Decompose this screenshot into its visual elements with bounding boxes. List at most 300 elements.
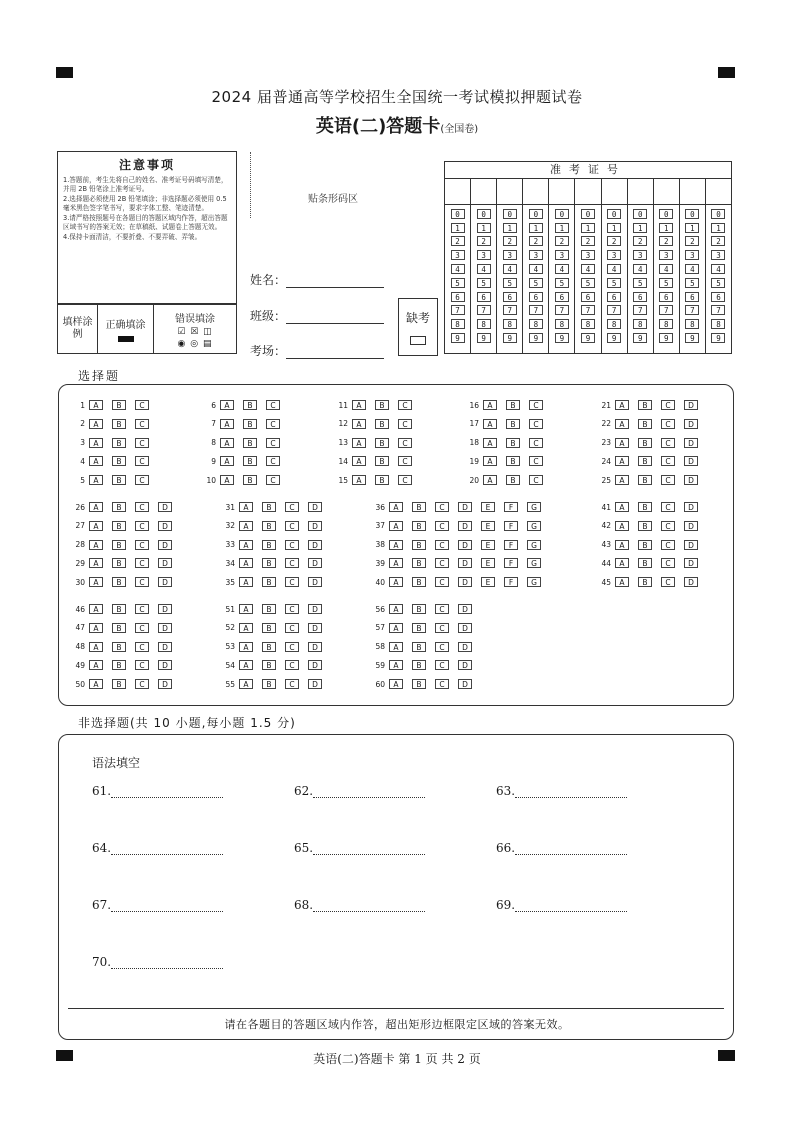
option-bubble-a[interactable]: A	[239, 642, 253, 652]
option-bubble-a[interactable]: A	[389, 604, 403, 614]
option-bubble-a[interactable]: A	[615, 438, 629, 448]
option-bubble-b[interactable]: B	[243, 438, 257, 448]
option-bubble-b[interactable]: B	[638, 400, 652, 410]
admission-digit-bubble[interactable]: 0	[503, 209, 517, 219]
option-bubble-c[interactable]: C	[435, 558, 449, 568]
option-bubble-a[interactable]: A	[220, 419, 234, 429]
option-bubble-a[interactable]: A	[615, 540, 629, 550]
option-bubble-f[interactable]: F	[504, 521, 518, 531]
admission-digit-bubble[interactable]: 9	[581, 333, 595, 343]
option-bubble-b[interactable]: B	[506, 400, 520, 410]
admission-digit-bubble[interactable]: 1	[477, 223, 491, 233]
option-bubble-b[interactable]: B	[243, 419, 257, 429]
option-bubble-c[interactable]: C	[398, 438, 412, 448]
option-bubble-c[interactable]: C	[661, 438, 675, 448]
option-bubble-a[interactable]: A	[89, 577, 103, 587]
option-bubble-a[interactable]: A	[89, 679, 103, 689]
admission-write-cell[interactable]	[471, 179, 496, 205]
option-bubble-c[interactable]: C	[266, 475, 280, 485]
option-bubble-a[interactable]: A	[89, 660, 103, 670]
option-bubble-b[interactable]: B	[262, 521, 276, 531]
option-bubble-a[interactable]: A	[89, 475, 103, 485]
admission-digit-bubble[interactable]: 9	[477, 333, 491, 343]
option-bubble-b[interactable]: B	[243, 400, 257, 410]
admission-digit-bubble[interactable]: 5	[503, 278, 517, 288]
option-bubble-b[interactable]: B	[412, 623, 426, 633]
admission-digit-bubble[interactable]: 4	[711, 264, 725, 274]
admission-digit-bubble[interactable]: 6	[529, 292, 543, 302]
option-bubble-f[interactable]: F	[504, 558, 518, 568]
admission-digit-bubble[interactable]: 8	[451, 319, 465, 329]
option-bubble-a[interactable]: A	[239, 577, 253, 587]
option-bubble-c[interactable]: C	[661, 419, 675, 429]
option-bubble-a[interactable]: A	[89, 642, 103, 652]
admission-digit-bubble[interactable]: 9	[659, 333, 673, 343]
option-bubble-a[interactable]: A	[239, 540, 253, 550]
option-bubble-b[interactable]: B	[112, 502, 126, 512]
admission-digit-bubble[interactable]: 9	[529, 333, 543, 343]
admission-digit-bubble[interactable]: 3	[477, 250, 491, 260]
admission-digit-bubble[interactable]: 8	[529, 319, 543, 329]
option-bubble-b[interactable]: B	[412, 558, 426, 568]
admission-digit-bubble[interactable]: 5	[555, 278, 569, 288]
option-bubble-b[interactable]: B	[112, 660, 126, 670]
option-bubble-d[interactable]: D	[158, 660, 172, 670]
admission-digit-bubble[interactable]: 8	[477, 319, 491, 329]
admission-digit-bubble[interactable]: 1	[581, 223, 595, 233]
option-bubble-d[interactable]: D	[158, 679, 172, 689]
admission-digit-bubble[interactable]: 6	[451, 292, 465, 302]
option-bubble-c[interactable]: C	[266, 438, 280, 448]
admission-digit-bubble[interactable]: 8	[581, 319, 595, 329]
option-bubble-g[interactable]: G	[527, 540, 541, 550]
admission-digit-bubble[interactable]: 8	[607, 319, 621, 329]
option-bubble-a[interactable]: A	[389, 540, 403, 550]
admission-digit-bubble[interactable]: 6	[685, 292, 699, 302]
admission-digit-bubble[interactable]: 8	[633, 319, 647, 329]
option-bubble-c[interactable]: C	[285, 679, 299, 689]
option-bubble-d[interactable]: D	[308, 577, 322, 587]
option-bubble-d[interactable]: D	[308, 540, 322, 550]
option-bubble-d[interactable]: D	[684, 521, 698, 531]
admission-digit-bubble[interactable]: 7	[659, 305, 673, 315]
option-bubble-f[interactable]: F	[504, 502, 518, 512]
option-bubble-b[interactable]: B	[112, 604, 126, 614]
admission-digit-bubble[interactable]: 1	[529, 223, 543, 233]
admission-digit-bubble[interactable]: 7	[607, 305, 621, 315]
option-bubble-c[interactable]: C	[135, 623, 149, 633]
option-bubble-d[interactable]: D	[158, 604, 172, 614]
admission-digit-bubble[interactable]: 5	[711, 278, 725, 288]
option-bubble-d[interactable]: D	[684, 558, 698, 568]
option-bubble-c[interactable]: C	[266, 456, 280, 466]
option-bubble-c[interactable]: C	[135, 604, 149, 614]
option-bubble-b[interactable]: B	[506, 419, 520, 429]
admission-digit-bubble[interactable]: 6	[633, 292, 647, 302]
option-bubble-a[interactable]: A	[239, 660, 253, 670]
admission-digit-bubble[interactable]: 6	[711, 292, 725, 302]
fill-answer-field[interactable]	[515, 786, 627, 798]
admission-digit-bubble[interactable]: 7	[477, 305, 491, 315]
admission-write-cell[interactable]	[602, 179, 627, 205]
admission-digit-bubble[interactable]: 3	[503, 250, 517, 260]
admission-digit-bubble[interactable]: 7	[685, 305, 699, 315]
option-bubble-a[interactable]: A	[239, 679, 253, 689]
admission-digit-bubble[interactable]: 0	[659, 209, 673, 219]
option-bubble-b[interactable]: B	[638, 456, 652, 466]
option-bubble-a[interactable]: A	[352, 475, 366, 485]
admission-digit-bubble[interactable]: 1	[659, 223, 673, 233]
option-bubble-b[interactable]: B	[112, 558, 126, 568]
admission-digit-bubble[interactable]: 2	[659, 236, 673, 246]
option-bubble-c[interactable]: C	[285, 521, 299, 531]
admission-digit-bubble[interactable]: 4	[659, 264, 673, 274]
option-bubble-a[interactable]: A	[615, 419, 629, 429]
option-bubble-c[interactable]: C	[435, 540, 449, 550]
option-bubble-b[interactable]: B	[375, 419, 389, 429]
option-bubble-c[interactable]: C	[398, 400, 412, 410]
option-bubble-e[interactable]: E	[481, 577, 495, 587]
option-bubble-a[interactable]: A	[239, 502, 253, 512]
option-bubble-a[interactable]: A	[483, 456, 497, 466]
admission-digit-bubble[interactable]: 5	[451, 278, 465, 288]
admission-digit-bubble[interactable]: 4	[607, 264, 621, 274]
option-bubble-c[interactable]: C	[661, 456, 675, 466]
admission-digit-bubble[interactable]: 4	[503, 264, 517, 274]
option-bubble-b[interactable]: B	[262, 642, 276, 652]
admission-digit-bubble[interactable]: 2	[451, 236, 465, 246]
option-bubble-e[interactable]: E	[481, 540, 495, 550]
admission-digit-bubble[interactable]: 4	[685, 264, 699, 274]
option-bubble-b[interactable]: B	[638, 502, 652, 512]
option-bubble-b[interactable]: B	[638, 438, 652, 448]
admission-digit-bubble[interactable]: 2	[581, 236, 595, 246]
option-bubble-b[interactable]: B	[112, 679, 126, 689]
option-bubble-b[interactable]: B	[262, 540, 276, 550]
admission-digit-bubble[interactable]: 3	[711, 250, 725, 260]
admission-digit-bubble[interactable]: 4	[581, 264, 595, 274]
option-bubble-b[interactable]: B	[262, 604, 276, 614]
option-bubble-c[interactable]: C	[529, 400, 543, 410]
option-bubble-a[interactable]: A	[483, 475, 497, 485]
option-bubble-d[interactable]: D	[458, 642, 472, 652]
admission-digit-bubble[interactable]: 0	[555, 209, 569, 219]
option-bubble-b[interactable]: B	[262, 577, 276, 587]
option-bubble-c[interactable]: C	[135, 521, 149, 531]
option-bubble-c[interactable]: C	[135, 540, 149, 550]
option-bubble-c[interactable]: C	[529, 475, 543, 485]
admission-digit-bubble[interactable]: 5	[529, 278, 543, 288]
admission-digit-bubble[interactable]: 0	[581, 209, 595, 219]
admission-digit-bubble[interactable]: 8	[711, 319, 725, 329]
option-bubble-f[interactable]: F	[504, 577, 518, 587]
option-bubble-a[interactable]: A	[389, 642, 403, 652]
option-bubble-b[interactable]: B	[112, 521, 126, 531]
admission-digit-bubble[interactable]: 5	[659, 278, 673, 288]
option-bubble-d[interactable]: D	[158, 502, 172, 512]
admission-write-cell[interactable]	[628, 179, 653, 205]
option-bubble-a[interactable]: A	[220, 475, 234, 485]
option-bubble-c[interactable]: C	[661, 521, 675, 531]
admission-digit-bubble[interactable]: 2	[685, 236, 699, 246]
fill-answer-field[interactable]	[515, 843, 627, 855]
option-bubble-d[interactable]: D	[458, 502, 472, 512]
option-bubble-d[interactable]: D	[684, 475, 698, 485]
option-bubble-d[interactable]: D	[684, 540, 698, 550]
option-bubble-b[interactable]: B	[262, 660, 276, 670]
option-bubble-a[interactable]: A	[389, 660, 403, 670]
option-bubble-b[interactable]: B	[506, 438, 520, 448]
option-bubble-c[interactable]: C	[529, 456, 543, 466]
admission-digit-bubble[interactable]: 6	[581, 292, 595, 302]
fill-answer-field[interactable]	[313, 900, 425, 912]
option-bubble-c[interactable]: C	[135, 577, 149, 587]
admission-digit-bubble[interactable]: 1	[685, 223, 699, 233]
option-bubble-c[interactable]: C	[398, 419, 412, 429]
admission-digit-bubble[interactable]: 3	[581, 250, 595, 260]
fill-answer-field[interactable]	[111, 900, 223, 912]
admission-write-cell[interactable]	[706, 179, 731, 205]
option-bubble-a[interactable]: A	[89, 456, 103, 466]
admission-digit-bubble[interactable]: 4	[451, 264, 465, 274]
option-bubble-b[interactable]: B	[243, 456, 257, 466]
option-bubble-c[interactable]: C	[285, 540, 299, 550]
option-bubble-a[interactable]: A	[483, 419, 497, 429]
option-bubble-a[interactable]: A	[483, 400, 497, 410]
admission-digit-bubble[interactable]: 6	[555, 292, 569, 302]
option-bubble-d[interactable]: D	[458, 540, 472, 550]
admission-digit-bubble[interactable]: 3	[659, 250, 673, 260]
option-bubble-b[interactable]: B	[638, 475, 652, 485]
option-bubble-a[interactable]: A	[389, 623, 403, 633]
fill-answer-field[interactable]	[313, 843, 425, 855]
option-bubble-c[interactable]: C	[435, 502, 449, 512]
option-bubble-d[interactable]: D	[308, 660, 322, 670]
option-bubble-a[interactable]: A	[615, 521, 629, 531]
option-bubble-d[interactable]: D	[458, 660, 472, 670]
option-bubble-d[interactable]: D	[308, 623, 322, 633]
name-field[interactable]	[286, 274, 384, 288]
admission-digit-bubble[interactable]: 0	[451, 209, 465, 219]
option-bubble-d[interactable]: D	[158, 623, 172, 633]
option-bubble-a[interactable]: A	[352, 419, 366, 429]
option-bubble-d[interactable]: D	[308, 679, 322, 689]
option-bubble-b[interactable]: B	[638, 577, 652, 587]
admission-digit-bubble[interactable]: 1	[607, 223, 621, 233]
option-bubble-b[interactable]: B	[375, 438, 389, 448]
admission-write-cell[interactable]	[497, 179, 522, 205]
option-bubble-b[interactable]: B	[412, 540, 426, 550]
option-bubble-b[interactable]: B	[412, 604, 426, 614]
option-bubble-c[interactable]: C	[285, 660, 299, 670]
option-bubble-c[interactable]: C	[285, 623, 299, 633]
admission-digit-bubble[interactable]: 8	[685, 319, 699, 329]
option-bubble-c[interactable]: C	[398, 475, 412, 485]
admission-digit-bubble[interactable]: 2	[503, 236, 517, 246]
option-bubble-d[interactable]: D	[308, 558, 322, 568]
option-bubble-c[interactable]: C	[661, 502, 675, 512]
option-bubble-b[interactable]: B	[112, 623, 126, 633]
option-bubble-b[interactable]: B	[112, 419, 126, 429]
admission-digit-bubble[interactable]: 2	[711, 236, 725, 246]
admission-digit-bubble[interactable]: 2	[607, 236, 621, 246]
admission-write-cell[interactable]	[575, 179, 600, 205]
admission-digit-bubble[interactable]: 0	[685, 209, 699, 219]
option-bubble-f[interactable]: F	[504, 540, 518, 550]
option-bubble-b[interactable]: B	[412, 679, 426, 689]
option-bubble-d[interactable]: D	[684, 577, 698, 587]
admission-digit-bubble[interactable]: 7	[633, 305, 647, 315]
option-bubble-b[interactable]: B	[375, 475, 389, 485]
option-bubble-d[interactable]: D	[158, 642, 172, 652]
option-bubble-e[interactable]: E	[481, 558, 495, 568]
option-bubble-g[interactable]: G	[527, 577, 541, 587]
option-bubble-b[interactable]: B	[262, 502, 276, 512]
option-bubble-c[interactable]: C	[135, 558, 149, 568]
option-bubble-c[interactable]: C	[266, 400, 280, 410]
admission-digit-bubble[interactable]: 9	[555, 333, 569, 343]
admission-digit-bubble[interactable]: 1	[711, 223, 725, 233]
option-bubble-c[interactable]: C	[135, 456, 149, 466]
admission-write-cell[interactable]	[523, 179, 548, 205]
option-bubble-b[interactable]: B	[262, 558, 276, 568]
option-bubble-a[interactable]: A	[483, 438, 497, 448]
option-bubble-a[interactable]: A	[89, 400, 103, 410]
option-bubble-d[interactable]: D	[684, 502, 698, 512]
admission-write-cell[interactable]	[654, 179, 679, 205]
option-bubble-b[interactable]: B	[506, 475, 520, 485]
option-bubble-g[interactable]: G	[527, 558, 541, 568]
option-bubble-a[interactable]: A	[220, 438, 234, 448]
option-bubble-g[interactable]: G	[527, 502, 541, 512]
option-bubble-a[interactable]: A	[239, 604, 253, 614]
admission-write-cell[interactable]	[549, 179, 574, 205]
admission-digit-bubble[interactable]: 3	[555, 250, 569, 260]
admission-digit-bubble[interactable]: 9	[633, 333, 647, 343]
admission-digit-bubble[interactable]: 7	[503, 305, 517, 315]
option-bubble-c[interactable]: C	[435, 679, 449, 689]
option-bubble-b[interactable]: B	[375, 456, 389, 466]
option-bubble-d[interactable]: D	[158, 577, 172, 587]
option-bubble-a[interactable]: A	[352, 456, 366, 466]
admission-digit-bubble[interactable]: 7	[529, 305, 543, 315]
option-bubble-a[interactable]: A	[89, 438, 103, 448]
option-bubble-d[interactable]: D	[308, 521, 322, 531]
option-bubble-d[interactable]: D	[684, 438, 698, 448]
option-bubble-c[interactable]: C	[435, 577, 449, 587]
admission-digit-bubble[interactable]: 9	[711, 333, 725, 343]
admission-digit-bubble[interactable]: 6	[477, 292, 491, 302]
option-bubble-d[interactable]: D	[158, 540, 172, 550]
admission-digit-bubble[interactable]: 5	[685, 278, 699, 288]
admission-digit-bubble[interactable]: 0	[711, 209, 725, 219]
admission-digit-bubble[interactable]: 0	[633, 209, 647, 219]
option-bubble-c[interactable]: C	[398, 456, 412, 466]
admission-digit-bubble[interactable]: 3	[529, 250, 543, 260]
admission-write-cell[interactable]	[445, 179, 470, 205]
option-bubble-c[interactable]: C	[285, 558, 299, 568]
option-bubble-b[interactable]: B	[375, 400, 389, 410]
admission-digit-bubble[interactable]: 0	[477, 209, 491, 219]
option-bubble-b[interactable]: B	[243, 475, 257, 485]
option-bubble-c[interactable]: C	[435, 623, 449, 633]
option-bubble-c[interactable]: C	[435, 642, 449, 652]
option-bubble-a[interactable]: A	[89, 419, 103, 429]
admission-digit-bubble[interactable]: 7	[581, 305, 595, 315]
admission-digit-bubble[interactable]: 8	[659, 319, 673, 329]
option-bubble-a[interactable]: A	[389, 502, 403, 512]
admission-digit-bubble[interactable]: 6	[659, 292, 673, 302]
option-bubble-g[interactable]: G	[527, 521, 541, 531]
option-bubble-a[interactable]: A	[352, 400, 366, 410]
option-bubble-a[interactable]: A	[615, 502, 629, 512]
option-bubble-a[interactable]: A	[239, 521, 253, 531]
admission-digit-bubble[interactable]: 9	[685, 333, 699, 343]
option-bubble-b[interactable]: B	[638, 521, 652, 531]
admission-digit-bubble[interactable]: 0	[529, 209, 543, 219]
admission-digit-bubble[interactable]: 1	[503, 223, 517, 233]
option-bubble-b[interactable]: B	[262, 623, 276, 633]
option-bubble-c[interactable]: C	[529, 419, 543, 429]
option-bubble-d[interactable]: D	[458, 577, 472, 587]
admission-digit-bubble[interactable]: 5	[607, 278, 621, 288]
option-bubble-c[interactable]: C	[135, 679, 149, 689]
option-bubble-c[interactable]: C	[435, 604, 449, 614]
option-bubble-a[interactable]: A	[89, 558, 103, 568]
option-bubble-c[interactable]: C	[661, 577, 675, 587]
option-bubble-a[interactable]: A	[220, 456, 234, 466]
admission-digit-bubble[interactable]: 3	[633, 250, 647, 260]
option-bubble-b[interactable]: B	[112, 577, 126, 587]
admission-digit-bubble[interactable]: 2	[529, 236, 543, 246]
option-bubble-a[interactable]: A	[615, 558, 629, 568]
option-bubble-d[interactable]: D	[158, 558, 172, 568]
admission-digit-bubble[interactable]: 4	[477, 264, 491, 274]
option-bubble-b[interactable]: B	[112, 642, 126, 652]
option-bubble-a[interactable]: A	[89, 540, 103, 550]
option-bubble-c[interactable]: C	[266, 419, 280, 429]
option-bubble-a[interactable]: A	[615, 475, 629, 485]
admission-digit-bubble[interactable]: 4	[555, 264, 569, 274]
fill-answer-field[interactable]	[313, 786, 425, 798]
option-bubble-a[interactable]: A	[389, 558, 403, 568]
option-bubble-b[interactable]: B	[112, 475, 126, 485]
option-bubble-b[interactable]: B	[412, 502, 426, 512]
option-bubble-a[interactable]: A	[89, 623, 103, 633]
admission-digit-bubble[interactable]: 8	[503, 319, 517, 329]
admission-digit-bubble[interactable]: 1	[555, 223, 569, 233]
option-bubble-b[interactable]: B	[412, 642, 426, 652]
option-bubble-a[interactable]: A	[239, 558, 253, 568]
fill-answer-field[interactable]	[111, 786, 223, 798]
option-bubble-a[interactable]: A	[89, 604, 103, 614]
option-bubble-c[interactable]: C	[529, 438, 543, 448]
option-bubble-c[interactable]: C	[135, 502, 149, 512]
class-field[interactable]	[286, 310, 384, 324]
option-bubble-d[interactable]: D	[684, 400, 698, 410]
option-bubble-b[interactable]: B	[412, 521, 426, 531]
option-bubble-c[interactable]: C	[285, 502, 299, 512]
admission-digit-bubble[interactable]: 5	[477, 278, 491, 288]
option-bubble-d[interactable]: D	[458, 521, 472, 531]
option-bubble-a[interactable]: A	[389, 679, 403, 689]
option-bubble-c[interactable]: C	[435, 660, 449, 670]
option-bubble-c[interactable]: C	[135, 400, 149, 410]
option-bubble-b[interactable]: B	[412, 577, 426, 587]
admission-digit-bubble[interactable]: 3	[451, 250, 465, 260]
option-bubble-d[interactable]: D	[458, 623, 472, 633]
option-bubble-b[interactable]: B	[638, 419, 652, 429]
